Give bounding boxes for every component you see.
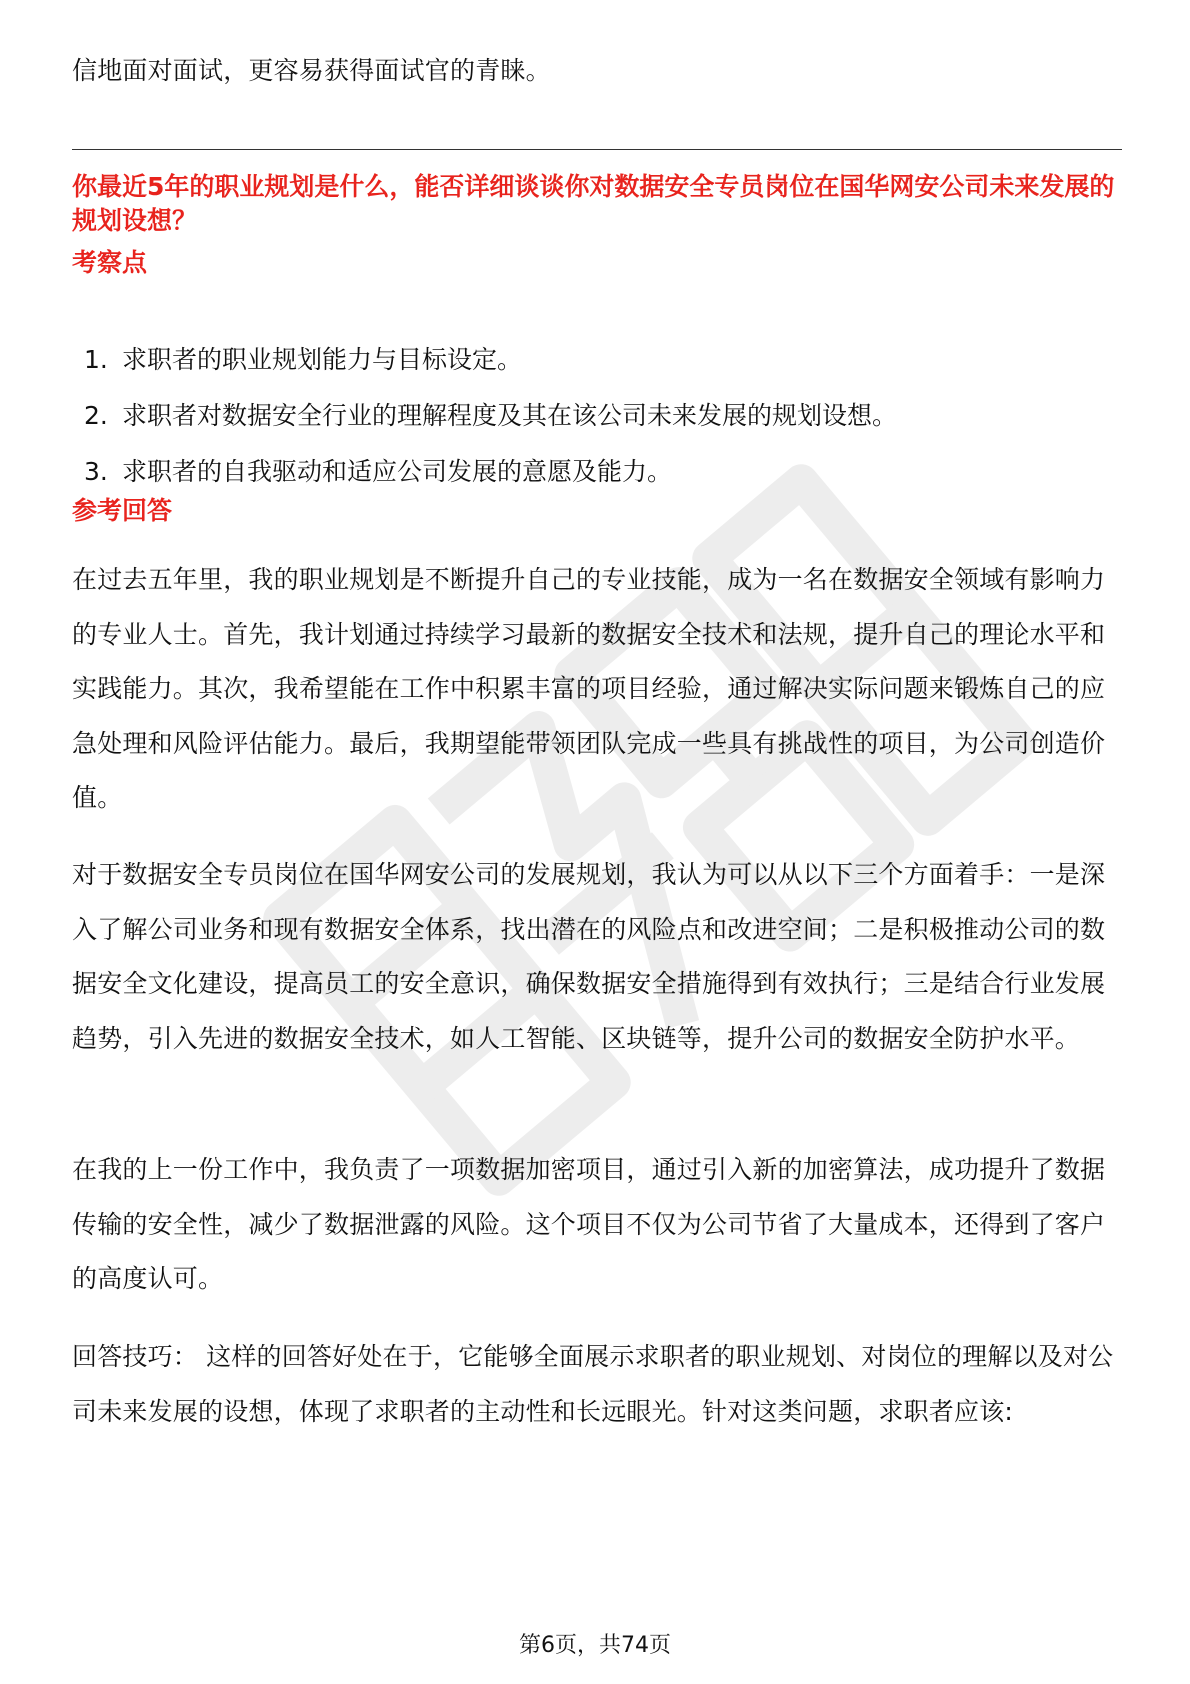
- focus-point-text: 求职者的职业规划能力与目标设定。: [122, 345, 523, 374]
- answer-tips-paragraph: 回答技巧： 这样的回答好处在于，它能够全面展示求职者的职业规划、对岗位的理解以及对公司未来发展的设想，体现了求职者的主动性和长远眼光。针对这类问题，求职者应该:: [72, 1342, 1114, 1426]
- focus-point-item: [84, 332, 1114, 388]
- focus-point-text: 求职者对数据安全行业的理解程度及其在该公司未来发展的规划设想。: [122, 401, 898, 430]
- focus-section-title: 考察点: [72, 248, 148, 277]
- focus-point-number: 2.: [84, 401, 108, 430]
- answer-paragraph-1: 在过去五年里，我的职业规划是不断提升自己的专业技能，成为一名在数据安全领域有影响力的专业人士。首先，我计划通过持续学习最新的数据安全技术和法规，提升自己的理论水平和实践能力。其次，我希望能在工作中积累丰富的项目经验，通过解决实际问题来锻炼自己的应急处理和风险评估能力。最后，我期望能带领团队完成一些具有挑战性的项目，为公司创造价值。: [72, 565, 1106, 812]
- focus-point-number: 1.: [84, 345, 108, 374]
- focus-point-item: [84, 388, 1114, 444]
- answer-paragraph-2: 对于数据安全专员岗位在国华网安公司的发展规划，我认为可以从以下三个方面着手：一是深入了解公司业务和现有数据安全体系，找出潜在的风险点和改进空间；二是积极推动公司的数据安全文化建设，提高员工的安全意识，确保数据安全措施得到有效执行；三是结合行业发展趋势，引入先进的数据安全技术，如人工智能、区块链等，提升公司的数据安全防护水平。: [72, 860, 1106, 1053]
- focus-point-number: 3.: [84, 457, 108, 486]
- focus-point-item: [84, 444, 1114, 500]
- focus-point-text: 求职者的自我驱动和适应公司发展的意愿及能力。: [122, 457, 673, 486]
- section-divider: [72, 149, 1122, 150]
- answer-paragraph-3: 在我的上一份工作中，我负责了一项数据加密项目，通过引入新的加密算法，成功提升了数据传输的安全性，减少了数据泄露的风险。这个项目不仅为公司节省了大量成本，还得到了客户的高度认可。: [72, 1155, 1106, 1293]
- answer-section-title: 参考回答: [72, 496, 173, 525]
- interview-question: 你最近5年的职业规划是什么，能否详细谈谈你对数据安全专员岗位在国华网安公司未来发展的规划设想？: [72, 172, 1115, 235]
- focus-points-list: [84, 332, 1114, 500]
- watermark-logo: [250, 430, 1050, 1230]
- intro-paragraph-tail: 信地面对面试，更容易获得面试官的青睐。: [72, 56, 551, 85]
- page-number-footer: 第6页，共74页: [519, 1633, 671, 1658]
